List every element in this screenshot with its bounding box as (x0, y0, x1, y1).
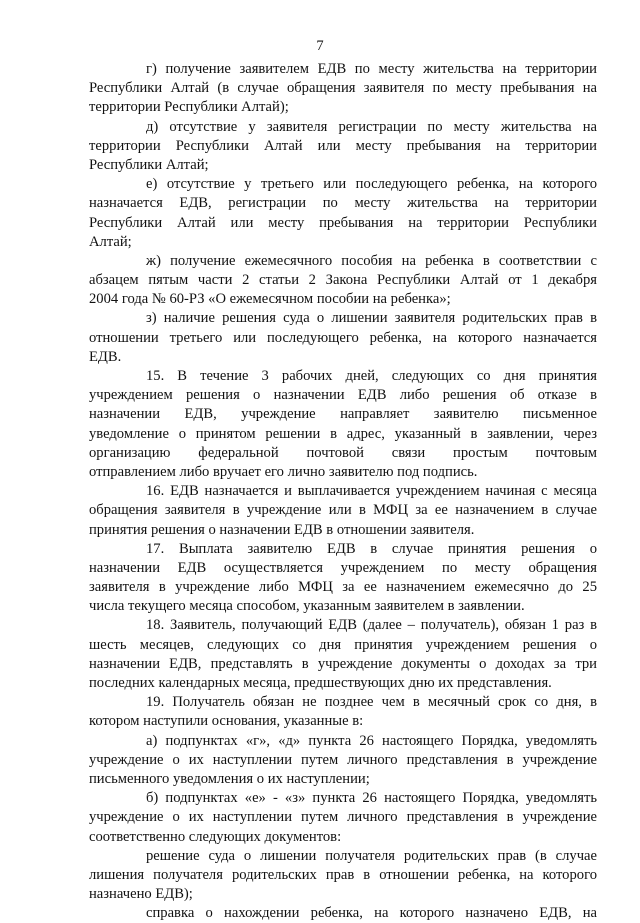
text-line: 17. Выплата заявителю ЕДВ в случае принятия решения о (146, 540, 597, 557)
text-line: назначении ЕДВ, учреждение направляет заявителю письменное (89, 406, 597, 423)
text-line: 16. ЕДВ назначается и выплачивается учреждением начиная с месяца (146, 483, 597, 500)
text-line: лишения получателя родительских прав в отношении ребенка, на которого (89, 866, 597, 883)
text-line: решение суда о лишении получателя родительских прав (в случае (146, 847, 597, 864)
text-line: числа текущего месяца способом, указанным заявителем в заявлении. (89, 598, 525, 615)
text-line: Республики Алтай (в случае обращения заявителя по месту пребывания на (89, 80, 597, 97)
text-line: последних календарных месяца, предшествующих дню их представления. (89, 675, 552, 691)
text-line: территории Республики Алтай или месту пребывания на территории (89, 137, 597, 154)
text-line: обращения заявителя в учреждение или в МФЦ за ее назначением в случае (89, 502, 597, 519)
text-line: назначении ЕДВ, представлять в учреждение документы о доходах за три (89, 655, 597, 672)
text-line: котором наступили основания, указанные в: (89, 713, 364, 730)
page-number: 7 (316, 38, 324, 54)
text-line: ж) получение ежемесячного пособия на ребенка в соответствии с (146, 252, 597, 269)
text-line: б) подпунктах «е» - «з» пункта 26 настоящего Порядка, уведомлять (146, 790, 597, 807)
text-line: 18. Заявитель, получающий ЕДВ (далее – получатель), обязан 1 раз в (146, 617, 597, 634)
text-line: соответственно следующих документов: (89, 828, 342, 845)
text-line: назначении ЕДВ осуществляется учреждением по месту обращения (89, 559, 597, 576)
text-line: письменного уведомления о их наступлении; (89, 770, 370, 787)
text-line: Республики Алтай или месту пребывания на территории Республики (89, 214, 597, 231)
text-line: д) отсутствие у заявителя регистрации по месту жительства на (146, 118, 597, 135)
text-line: территории Республики Алтай); (89, 99, 289, 116)
text-line: уведомление о принятом решении в адрес, указанный в заявлении, через (89, 425, 597, 442)
text-line: назначается ЕДВ, регистрации по месту жительства на территории (89, 195, 597, 212)
text-line: а) подпунктах «г», «д» пункта 26 настоящего Порядка, уведомлять (146, 732, 597, 749)
text-line: принятия решения о назначении ЕДВ в отношении заявителя. (89, 521, 475, 538)
text-line: е) отсутствие у третьего или последующего ребенка, на которого (146, 176, 597, 193)
text-line: 2004 года № 60-РЗ «О ежемесячном пособии на ребенка»; (89, 291, 451, 308)
text-line: отношении третьего или последующего ребенка, на которого назначается (89, 329, 597, 346)
text-line: организацию федеральной почтовой связи простым почтовым (89, 444, 597, 461)
text-line: отправлением либо вручает его лично заявителю под подпись. (89, 463, 478, 480)
text-line: 15. В течение 3 рабочих дней, следующих со дня принятия (146, 368, 597, 384)
text-line: ЕДВ. (89, 348, 122, 365)
text-line: Алтай; (89, 233, 132, 250)
text-line: шесть месяцев, следующих со дня принятия учреждением решения о (89, 636, 597, 653)
text-line: учреждение о их наступлении путем личного представления в учреждение (89, 751, 597, 768)
document-body (89, 60, 597, 923)
text-line: Республики Алтай; (89, 156, 209, 173)
text-line: учреждением решения о назначении ЕДВ либо решения об отказе в (89, 387, 597, 404)
text-line: з) наличие решения суда о лишении заявителя родительских прав в (146, 310, 597, 327)
text-line: назначено ЕДВ); (89, 886, 193, 903)
text-line: справка о нахождении ребенка, на которого назначено ЕДВ, на (146, 905, 597, 922)
text-line: заявителя в учреждение либо МФЦ за ее назначением ежемесячно до 25 (89, 579, 597, 596)
text-line: абзацем пятым части 2 статьи 2 Закона Республики Алтай от 1 декабря (89, 272, 597, 289)
text-line: 19. Получатель обязан не позднее чем в месячный срок со дня, в (146, 694, 597, 711)
text-line: учреждение о их наступлении путем личного представления в учреждение (89, 809, 597, 826)
text-line: г) получение заявителем ЕДВ по месту жительства на территории (146, 61, 597, 77)
